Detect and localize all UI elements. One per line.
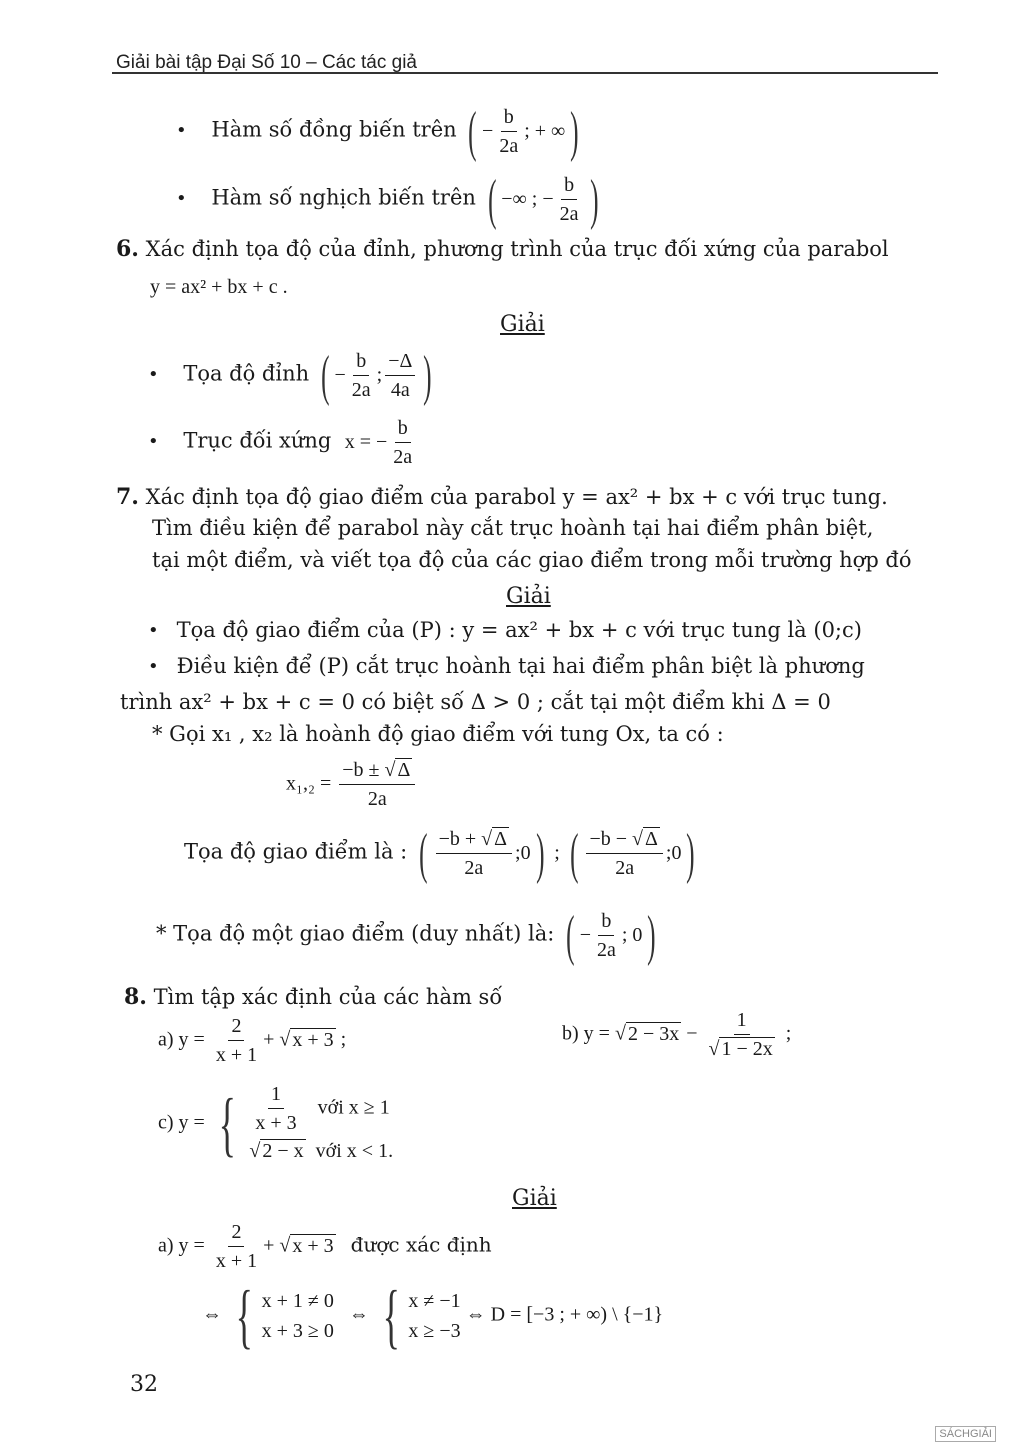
problem-6-equation: y = ax² + bx + c . bbox=[150, 276, 288, 298]
function-b: b) y = √ 2 − 3x − $\frac{1}{√ 1 - 2x}$ ; bbox=[562, 1009, 792, 1060]
root-minus-fraction: $\frac{-b - √ \Delta}{2a}$ bbox=[586, 827, 662, 881]
problem-7-line1 bbox=[116, 484, 888, 510]
system-1: x + 1 ≠ 0 x + 3 ≥ 0 bbox=[261, 1290, 334, 1342]
condition-text: Điều kiện để (P) cắt trục hoành tại hai điểm phân biệt là phương bbox=[176, 654, 865, 678]
unique-intersection-label: * Tọa độ một giao điểm (duy nhất) là: bbox=[156, 921, 555, 946]
system-2: x ≠ −1 x ≥ −3 bbox=[408, 1290, 461, 1342]
fraction-2-over-x-plus-1: $\frac{2}{x + 1}$ bbox=[215, 1221, 258, 1272]
intersections-line: Tọa độ giao điểm là : ( $\frac{-b + √ \Delta}{2a}$ ;0) ; ( $\frac{-b - √ \Delta}{2a}$ ;0) bbox=[184, 823, 695, 885]
condition-line2: trình ax² + bx + c = 0 có biệt số Δ > 0 ; cắt tại một điểm khi Δ = 0 bbox=[120, 690, 831, 714]
fraction-1-over-x-plus-3: $\frac{1}{x + 3}$ bbox=[255, 1083, 297, 1134]
axis-label: Trục đối xứng bbox=[183, 428, 332, 453]
axis-lhs: x = − bbox=[344, 430, 388, 453]
problem-8-statement bbox=[124, 984, 502, 1010]
problem-7-line2: Tìm điều kiện để parabol này cắt trục hoành tại hai điểm phân biệt, bbox=[152, 516, 874, 540]
axis-bullet bbox=[148, 416, 418, 470]
fraction-b-2a: $\frac{b}{2a}$ bbox=[499, 106, 519, 157]
fraction-b-2a: $\frac{b}{2a}$ bbox=[596, 910, 616, 961]
y-intercept-text: Tọa độ giao điểm của (P) : y = ax² + bx + c với trục tung là (0;c) bbox=[176, 618, 862, 642]
statement-line: Xác định tọa độ của đỉnh, phương trình của trục đối xứng của parabol bbox=[145, 237, 889, 261]
header-rule bbox=[112, 72, 938, 74]
plus-infinity: ; + ∞ bbox=[524, 119, 566, 142]
unique-intersection-line: * Tọa độ một giao điểm (duy nhất) là: ( − $\frac{b}{2a}$ ; 0) bbox=[156, 905, 656, 967]
function-c-label: c) y = bbox=[158, 1111, 205, 1134]
intersections-label: Tọa độ giao điểm là : bbox=[184, 839, 408, 864]
function-a: a) y = $\frac{2}{x + 1}$ + √ x + 3 ; bbox=[158, 1015, 347, 1066]
y-intercept-bullet bbox=[148, 618, 862, 642]
problem-7-line3: tại một điểm, và viết tọa độ của các giao điểm trong mỗi trường hợp đó bbox=[152, 548, 912, 572]
case1-condition: với x ≥ 1 bbox=[317, 1096, 390, 1119]
vertex-bullet: • Tọa độ đỉnh ( − $\frac{b}{2a}$ ; $\frac{-\Delta}{4a}$ ) bbox=[148, 348, 437, 404]
function-c: c) y = { $\frac{1}{x + 3}$ với x ≥ 1 √ 2 − x với x < 1. bbox=[158, 1083, 394, 1164]
solution-a-systems: ⇔ { x + 1 ≠ 0 x + 3 ≥ 0 ⇔ { x ≠ −1 x ≥ −3 ⇔ D = [−3 ; + ∞) \ {−1} bbox=[202, 1276, 664, 1356]
solution-a: a) y = $\frac{2}{x + 1}$ + √ x + 3 được xác định bbox=[158, 1221, 492, 1272]
fraction-1-over-sqrt: $\frac{1}{√ 1 - 2x}$ bbox=[708, 1009, 773, 1060]
minus-infinity: −∞ ; − bbox=[501, 187, 554, 210]
problem-6-statement bbox=[116, 236, 889, 262]
piecewise-cases: $\frac{1}{x + 3}$ với x ≥ 1 √ 2 − x với x < 1. bbox=[249, 1083, 394, 1162]
problem-number: 8. bbox=[124, 984, 147, 1010]
roots-formula bbox=[286, 758, 418, 812]
condition-bullet bbox=[148, 654, 865, 678]
quadratic-formula-fraction: $\frac{-b \pm √ \Delta}{2a}$ bbox=[339, 758, 415, 812]
problem-number: 6. bbox=[116, 236, 139, 262]
problem-number: 7. bbox=[116, 484, 139, 510]
function-b-label: b) y = bbox=[562, 1022, 610, 1045]
increasing-bullet: • Hàm số đồng biến trên ( − $\frac{b}{2a}$ ; + ∞) bbox=[176, 104, 584, 160]
fraction-b-2a: $\frac{b}{2a}$ bbox=[351, 350, 371, 401]
case2-condition: với x < 1. bbox=[315, 1140, 394, 1162]
solution-heading: Giải bbox=[500, 312, 545, 337]
running-header: Giải bài tập Đại Số 10 – Các tác giả bbox=[116, 52, 418, 73]
fraction-delta-4a: $\frac{-\Delta}{4a}$ bbox=[385, 349, 415, 403]
decreasing-text: Hàm số nghịch biến trên bbox=[211, 185, 476, 210]
solution-heading: Giải bbox=[506, 584, 551, 609]
solution-a-tail: được xác định bbox=[350, 1232, 492, 1257]
fraction-2-over-x-plus-1: $\frac{2}{x + 1}$ bbox=[215, 1015, 258, 1066]
page-number: 32 bbox=[130, 1372, 158, 1397]
increasing-text: Hàm số đồng biến trên bbox=[211, 117, 457, 142]
function-a-label: a) y = bbox=[158, 1028, 205, 1051]
roots-lhs: x₁,₂ = bbox=[286, 772, 332, 795]
roots-intro: * Gọi x₁ , x₂ là hoành độ giao điểm với tung Ox, ta có : bbox=[152, 722, 724, 746]
vertex-label: Tọa độ đỉnh bbox=[183, 361, 310, 386]
solution-a-label: a) y = bbox=[158, 1234, 205, 1257]
fraction-b-2a: $\frac{b}{2a}$ bbox=[393, 417, 413, 468]
site-logo: SÁCHGIẢI bbox=[935, 1426, 996, 1442]
domain-result: ⇔ D = [−3 ; + ∞) \ {−1} bbox=[465, 1303, 664, 1326]
minus-sign: − bbox=[482, 119, 494, 142]
decreasing-bullet: • Hàm số nghịch biến trên ( −∞ ; − $\frac{b}{2a}$ ) bbox=[176, 172, 603, 228]
statement-line: Tìm tập xác định của các hàm số bbox=[153, 985, 503, 1009]
statement-line: Xác định tọa độ giao điểm của parabol y = ax² + bx + c với trục tung. bbox=[145, 485, 888, 509]
root-plus-fraction: $\frac{-b + √ \Delta}{2a}$ bbox=[436, 827, 512, 881]
solution-heading: Giải bbox=[512, 1186, 557, 1211]
fraction-b-2a: $\frac{b}{2a}$ bbox=[559, 174, 579, 225]
